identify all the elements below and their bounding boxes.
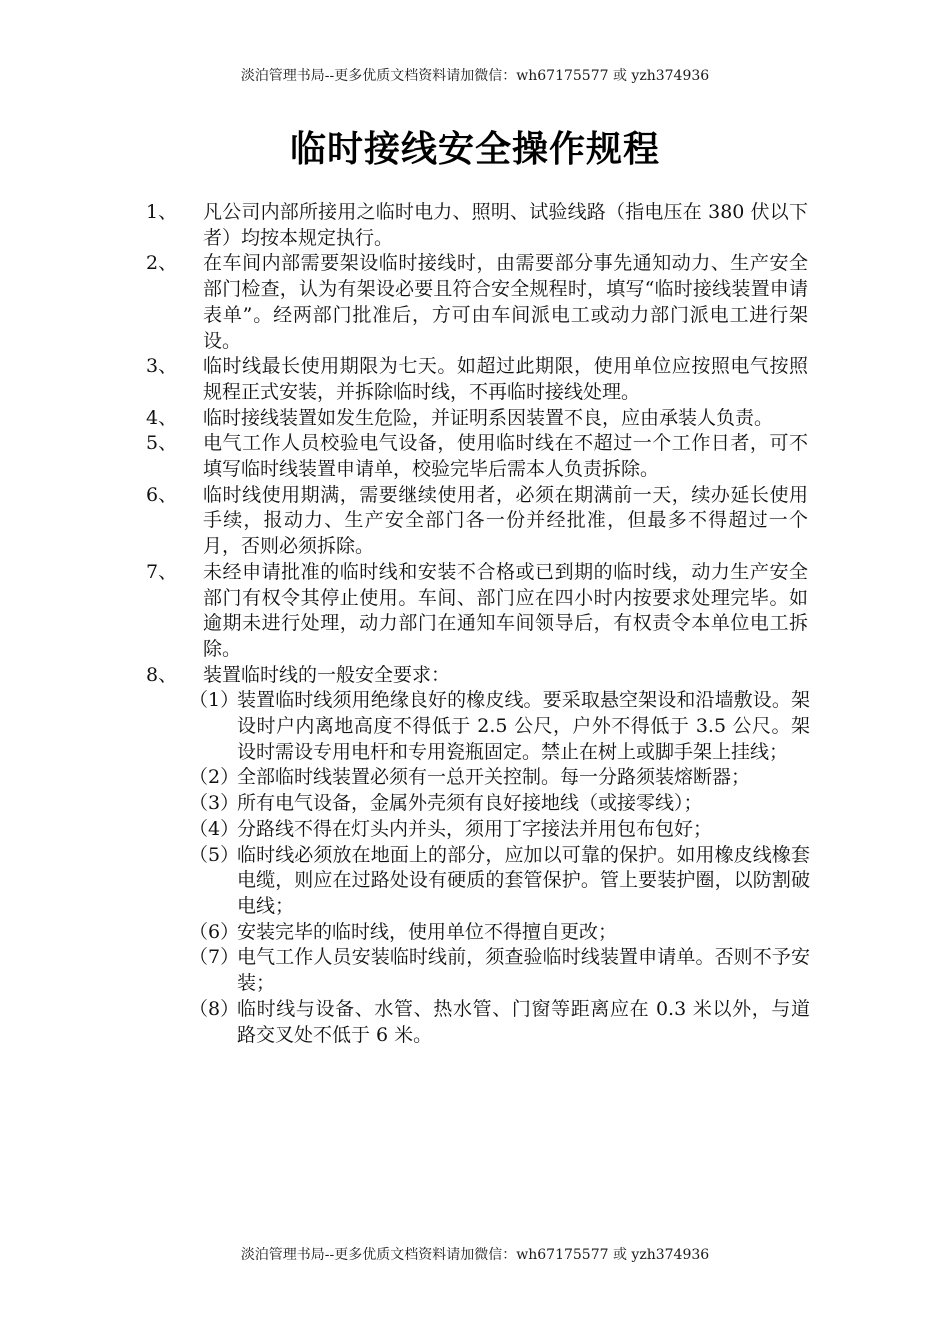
rule-number: 8、 [146,663,178,686]
sub-rule-number: （8） [189,997,240,1020]
sub-rule-text: 全部临时线装置必须有一总开关控制。每一分路须装熔断器； [237,766,751,789]
rule-number: 1、 [146,201,178,223]
rule-text: 临时接线装置如发生危险，并证明系因装置不良，应由承装人负责。 [203,406,774,429]
page-header: 淡泊管理书局--更多优质文档资料请加微信：wh67175577 或 yzh374936 [240,68,710,84]
sub-rule-text: 装置临时线须用绝缘良好的橡皮线。要采取悬空架设和沿墙敷设。架设时户内离地高度不得低于 2.5 公尺，户外不得低于 3.5 公尺。架设时需设专用电杆和专用瓷瓶固定。禁止在树上或脚手架上挂线； [237,689,810,763]
rule-number: 2、 [146,252,178,275]
rule-text: 装置临时线的一般安全要求： [203,663,451,686]
sub-rule-item [175,817,810,843]
sub-rules-list [189,688,810,1048]
rule-item [0,431,808,482]
rule-text: 电气工作人员校验电气设备，使用临时线在不超过一个工作日者，可不填写临时线装置申请单，校验完毕后需本人负责拆除。 [203,432,808,481]
rule-text: 未经申请批准的临时线和安装不合格或已到期的临时线，动力生产安全部门有权令其停止使用。车间、部门应在四小时内按要求处理完毕。如逾期未进行处理，动力部门在通知车间领导后，有权责令本单位电工拆除。 [203,560,808,660]
sub-rule-item [175,688,810,765]
rule-item [0,251,808,354]
sub-rule-text: 所有电气设备，金属外壳须有良好接地线（或接零线）； [237,792,703,815]
rule-text: 在车间内部需要架设临时接线时，由需要部分事先通知动力、生产安全部门检查，认为有架设必要且符合安全规程时，填写“临时接线装置申请表单”。经两部门批准后，方可由车间派电工或动力部门派电工进行架设。 [203,252,808,352]
rule-number: 5、 [146,432,178,455]
rule-text: 临时线最长使用期限为七天。如超过此期限，使用单位应按照电气按照规程正式安装，并拆除临时线，不再临时接线处理。 [203,355,808,403]
rule-item [0,406,808,432]
sub-rule-item [175,920,810,946]
sub-rule-item [175,791,810,817]
sub-rule-text: 电气工作人员安装临时线前，须查验临时线装置申请单。否则不予安装； [237,946,810,995]
rule-number: 7、 [146,560,178,583]
sub-rule-number: （3） [189,792,240,815]
sub-rule-item [175,765,810,791]
rule-item [0,560,808,663]
sub-rule-number: （6） [189,920,240,943]
sub-rule-number: （2） [189,766,240,789]
sub-rule-item [175,945,810,996]
document-title: 临时接线安全操作规程 [289,129,660,170]
sub-rule-text: 安装完毕的临时线，使用单位不得擅自更改； [237,920,618,943]
rule-text: 临时线使用期满，需要继续使用者，必须在期满前一天，续办延长使用手续，报动力、生产安全部门各一份并经批准，但最多不得超过一个月，否则必须拆除。 [203,483,808,558]
rule-text: 凡公司内部所接用之临时电力、照明、试验线路（指电压在 380 伏以下者）均按本规定执行。 [203,201,808,249]
rule-item [0,354,808,405]
rule-number: 4、 [146,406,178,429]
rule-number: 3、 [146,355,178,378]
sub-rule-number: （5） [189,843,240,866]
page-footer: 淡泊管理书局--更多优质文档资料请加微信：wh67175577 或 yzh374936 [240,1247,710,1263]
sub-rule-text: 分路线不得在灯头内并头，须用丁字接法并用包布包好； [237,817,713,840]
sub-rule-item [175,843,810,920]
sub-rule-number: （1） [189,689,240,712]
rule-item [0,200,808,251]
rule-item [0,663,808,1049]
rule-number: 6、 [146,483,178,506]
sub-rule-number: （4） [189,817,240,840]
sub-rule-text: 临时线必须放在地面上的部分，应加以可靠的保护。如用橡皮线橡套电缆，则应在过路处设有硬质的套管保护。管上要装护圈，以防割破电线； [237,843,810,917]
rules-list [0,200,950,1048]
sub-rule-text: 临时线与设备、水管、热水管、门窗等距离应在 0.3 米以外，与道路交叉处不低于 6 米。 [237,997,810,1046]
sub-rule-item [175,997,810,1048]
sub-rule-number: （7） [189,946,240,969]
rule-item [0,483,808,560]
